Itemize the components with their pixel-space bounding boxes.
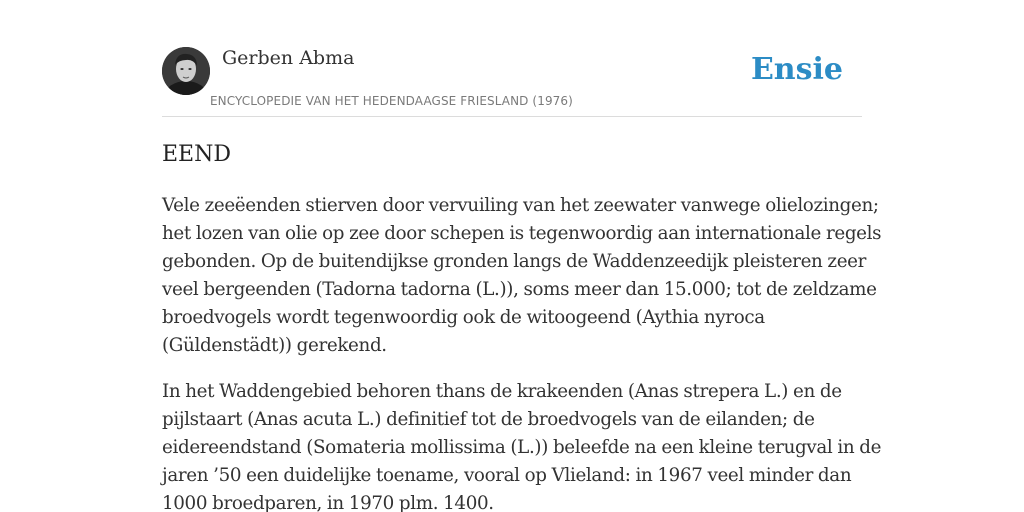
paragraph-line: eidereendstand (Somateria mollissima (L.)) beleefde na een kleine terugval in de (162, 437, 882, 458)
paragraph-line: Vele zeeëenden stierven door vervuiling van het zeewater vanwege olielozingen; (162, 195, 879, 216)
paragraph-line: broedvogels wordt tegenwoordig ook de witoogeend (Aythia nyroca (162, 307, 765, 328)
paragraph-line: In het Waddengebied behoren thans de krakeenden (Anas strepera L.) en de (162, 381, 842, 402)
paragraph-line: jaren ’50 een duidelijke toename, vooral op Vlieland: in 1967 veel minder dan (162, 465, 852, 486)
header (162, 46, 862, 117)
article-body (162, 192, 882, 512)
paragraph-line: veel bergeenden (Tadorna tadorna (L.)), soms meer dan 15.000; tot de zeldzame (162, 279, 877, 300)
paragraph-line: gebonden. Op de buitendijkse gronden langs de Waddenzeedijk pleisteren zeer (162, 251, 867, 272)
author-name[interactable]: Gerben Abma (222, 47, 355, 69)
source-label[interactable]: ENCYCLOPEDIE VAN HET HEDENDAAGSE FRIESLAND (1976) (210, 94, 573, 108)
author-avatar[interactable] (162, 47, 210, 95)
paragraph-line: (Güldenstädt)) gerekend. (162, 335, 387, 356)
avatar-portrait-icon (162, 47, 210, 95)
paragraph-line: pijlstaart (Anas acuta L.) definitief tot de broedvogels van de eilanden; de (162, 409, 815, 430)
paragraph-1 (162, 192, 882, 360)
paragraph-line: het lozen van olie op zee door schepen is tegenwoordig aan internationale regels (162, 223, 882, 244)
article-title: EEND (162, 142, 232, 167)
paragraph-2 (162, 378, 882, 512)
paragraph-line: 1000 broedparen, in 1970 plm. 1400. (162, 493, 494, 512)
ensie-logo[interactable]: Ensie (750, 52, 843, 87)
